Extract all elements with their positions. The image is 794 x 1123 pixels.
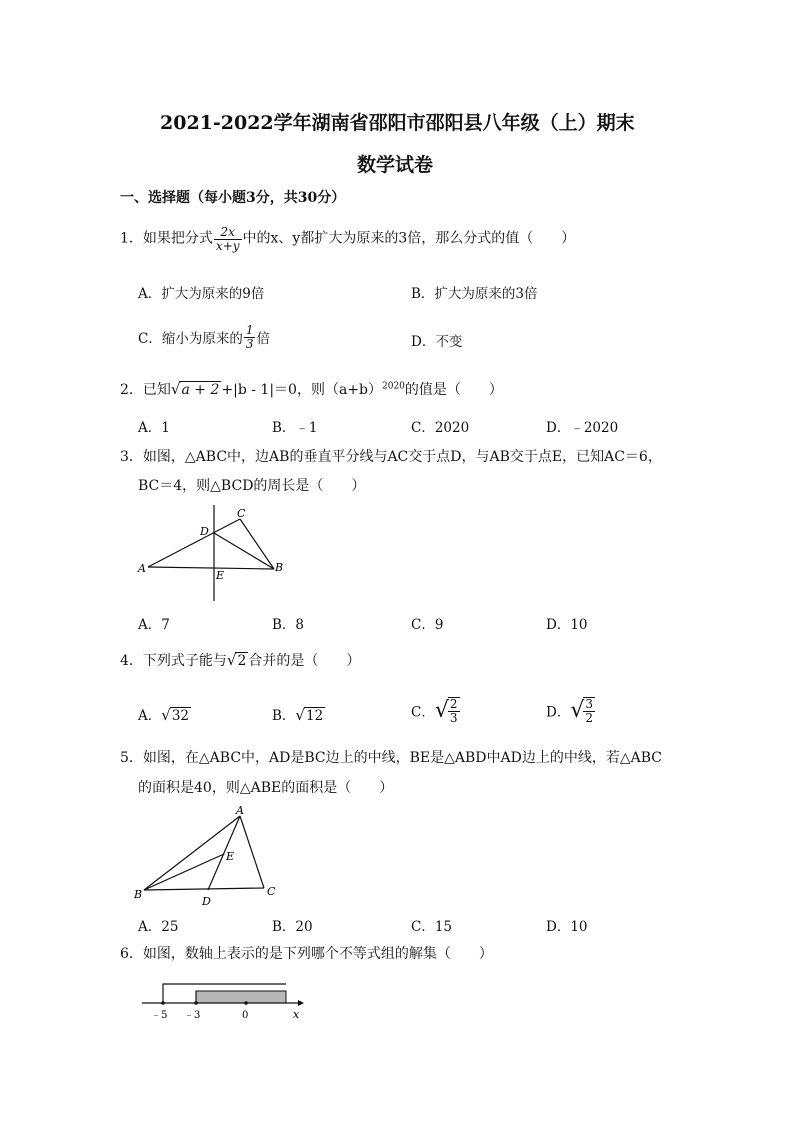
q6-axis-arrow bbox=[298, 1000, 304, 1006]
q2-text-mid: +|b - 1|＝0，则（a+b） bbox=[221, 382, 382, 398]
q3-label-b: B bbox=[275, 561, 284, 574]
q1-option-c-fraction bbox=[244, 324, 256, 350]
title-line-1: 2021-2022学年湖南省邵阳市邵阳县八年级（上）期末 bbox=[160, 112, 635, 134]
q1-text-post: 中的x、y都扩大为原来的3倍，那么分式的值（ ） bbox=[242, 230, 576, 247]
q4-radicand: 2 bbox=[237, 653, 247, 669]
q5-option-a: A．25 bbox=[138, 919, 179, 935]
q1-c-den: 3 bbox=[245, 336, 254, 351]
q4-c-den: 3 bbox=[449, 710, 458, 725]
q6-number-line bbox=[138, 978, 310, 1024]
q5-label-c: C bbox=[267, 885, 276, 898]
question-6: 6．如图，数轴上表示的是下列哪个不等式组的解集（ ） bbox=[120, 946, 493, 962]
q1-option-c-pre: C．缩小为原来的 bbox=[138, 331, 243, 348]
q6-tick-minus3: ﹣3 bbox=[184, 1010, 201, 1021]
q4-d-label: D． bbox=[546, 704, 571, 721]
q2-text-post: 的值是（ ） bbox=[404, 382, 503, 398]
question-1 bbox=[120, 226, 575, 252]
q5-side-ac bbox=[240, 816, 264, 888]
q3-label-c: C bbox=[237, 507, 246, 520]
q5-label-e: E bbox=[226, 850, 235, 863]
q4-c-label: C． bbox=[411, 704, 435, 721]
q3-option-b: B．8 bbox=[272, 617, 305, 633]
q6-point-zero bbox=[244, 1001, 248, 1005]
q2-option-a: A．1 bbox=[138, 420, 170, 436]
q5-figure bbox=[132, 804, 282, 910]
q4-d-fraction bbox=[583, 697, 595, 724]
q6-point-minus3 bbox=[194, 1001, 198, 1005]
q6-tick-zero: 0 bbox=[242, 1010, 249, 1021]
q3-line-2: BC＝4，则△BCD的周长是（ ） bbox=[138, 478, 366, 494]
q1-option-c bbox=[138, 324, 270, 350]
q5-median-ad bbox=[208, 816, 240, 890]
q4-option-c: C．√ $\frac{2}{3}$ bbox=[411, 697, 458, 725]
q6-axis-label: x bbox=[293, 1008, 300, 1021]
question-4: 4．下列式子能与√2 合并的是（ ） bbox=[120, 651, 361, 669]
q4-a-label: A． bbox=[138, 708, 162, 724]
q4-d-num: 3 bbox=[585, 697, 593, 711]
q2-option-b: B．﹣1 bbox=[272, 420, 318, 436]
q1-fraction bbox=[214, 226, 242, 252]
q3-option-a: A．7 bbox=[138, 617, 170, 633]
q3-side-ac bbox=[148, 519, 240, 567]
q3-side-ab bbox=[148, 567, 274, 569]
q4-c-num: 2 bbox=[449, 697, 458, 711]
q4-b-radicand: 12 bbox=[305, 708, 324, 724]
q1-option-a: A．扩大为原来的9倍 bbox=[138, 286, 265, 302]
q3-segment-bd bbox=[214, 533, 274, 569]
q5-label-d: D bbox=[202, 895, 211, 908]
q3-label-a: A bbox=[138, 562, 146, 575]
q2-exponent: 2020 bbox=[382, 381, 405, 392]
q3-option-c: C．9 bbox=[411, 617, 444, 633]
q4-b-label: B． bbox=[272, 708, 296, 724]
q5-side-bc bbox=[144, 888, 264, 890]
q4-d-den: 2 bbox=[585, 710, 593, 725]
q5-line-2: 的面积是40，则△ABE的面积是（ ） bbox=[138, 780, 394, 796]
q3-label-e: E bbox=[216, 569, 225, 582]
q4-a-radicand: 32 bbox=[171, 708, 189, 724]
q5-option-d: D．10 bbox=[546, 919, 588, 935]
q3-line-1: 3．如图，△ABC中，边AB的垂直平分线与AC交于点D，与AB交于点E，已知AC＝6， bbox=[120, 449, 662, 465]
q1-frac-den: x+y bbox=[215, 238, 240, 253]
q3-side-bc bbox=[240, 519, 274, 569]
q4-text-pre: 4．下列式子能与 bbox=[120, 653, 227, 669]
q3-option-d: D．10 bbox=[546, 617, 588, 633]
q1-option-c-post: 倍 bbox=[256, 331, 270, 348]
q4-option-b: B．√12 bbox=[272, 706, 324, 724]
q5-line-1: 5．如图，在△ABC中，AD是BC边上的中线，BE是△ABD中AD边上的中线，若△ABC bbox=[120, 750, 663, 766]
q1-c-num: 1 bbox=[245, 323, 254, 337]
section-heading: 一、选择题（每小题3分，共30分） bbox=[120, 190, 346, 206]
q6-point-minus5 bbox=[161, 1001, 165, 1005]
q5-label-a: A bbox=[236, 804, 244, 817]
q1-text-pre: 1．如果把分式 bbox=[120, 230, 213, 247]
q4-option-a: A．√32 bbox=[138, 706, 189, 724]
q2-option-c: C．2020 bbox=[411, 420, 470, 436]
question-2: 2．已知√a + 2 +|b - 1|＝0，则$(a+b)^{2020}$的值是（ ） bbox=[120, 380, 503, 398]
title-line-2: 数学试卷 bbox=[357, 154, 434, 176]
q5-label-b: B bbox=[134, 888, 143, 901]
q2-option-d: D．﹣2020 bbox=[546, 420, 619, 436]
q3-figure bbox=[130, 505, 290, 605]
q6-tick-minus5: ﹣5 bbox=[151, 1010, 168, 1021]
q5-option-c: C．15 bbox=[411, 919, 453, 935]
q4-c-fraction bbox=[448, 697, 460, 724]
q2-text-pre: 2．已知 bbox=[120, 382, 171, 398]
q4-option-d: D．√ $\frac{3}{2}$ bbox=[546, 697, 593, 725]
q1-frac-num: 2x bbox=[214, 226, 242, 240]
q1-option-b: B．扩大为原来的3倍 bbox=[411, 286, 538, 302]
q6-shaded-region bbox=[196, 991, 286, 1003]
q4-text-post: 合并的是（ ） bbox=[248, 653, 361, 669]
q3-label-d: D bbox=[200, 525, 209, 538]
q2-radicand: a + 2 bbox=[181, 382, 220, 398]
q5-option-b: B．20 bbox=[272, 919, 313, 935]
q1-option-d: D．不变 bbox=[411, 334, 463, 350]
